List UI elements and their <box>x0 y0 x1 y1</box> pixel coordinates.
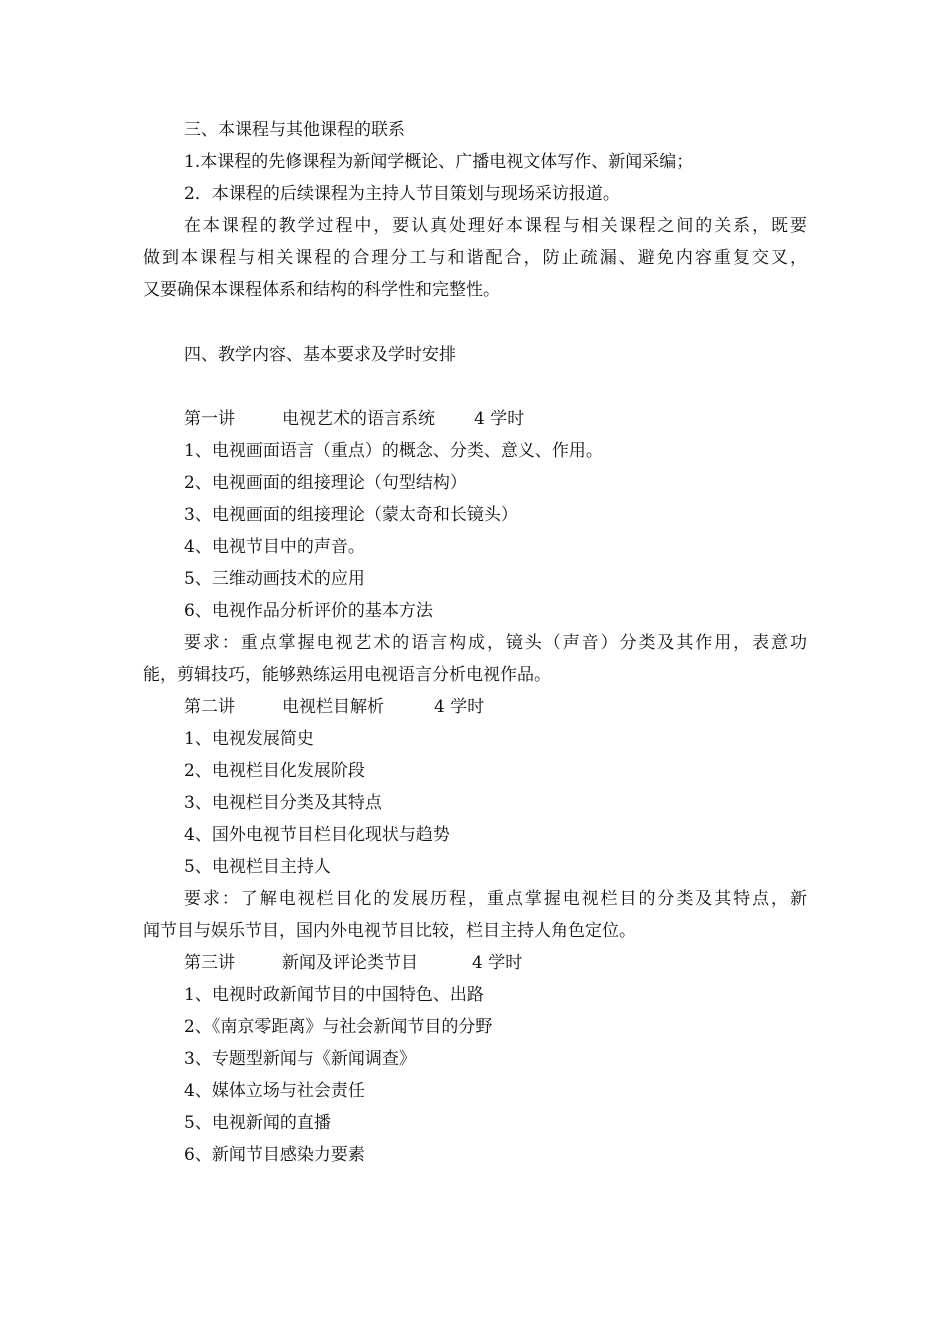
relations-paragraph-line-2: 做到本课程与相关课程的合理分工与和谐配合，防止疏漏、避免内容重复交叉， <box>143 248 807 268</box>
relations-paragraph-line-3: 又要确保本课程体系和结构的科学性和完整性。 <box>143 280 500 300</box>
lecture-1-requirement-line-1: 要求：重点掌握电视艺术的语言构成，镜头（声音）分类及其作用，表意功 <box>184 633 807 653</box>
list-item: 6、新闻节目感染力要素 <box>184 1145 365 1165</box>
lecture-2-header <box>184 695 484 719</box>
list-item: 1、电视画面语言（重点）的概念、分类、意义、作用。 <box>184 441 603 461</box>
list-item: 2、电视栏目化发展阶段 <box>184 761 365 781</box>
lecture-2-requirement-line-1: 要求：了解电视栏目化的发展历程，重点掌握电视栏目的分类及其特点，新 <box>184 889 807 909</box>
lecture-label: 第三讲 <box>184 953 235 973</box>
lecture-title: 新闻及评论类节目 <box>282 953 418 973</box>
list-item: 1、电视发展简史 <box>184 729 314 749</box>
list-item: 2、《南京零距离》与社会新闻节目的分野 <box>184 1017 493 1037</box>
lecture-hours: 4 学时 <box>474 409 525 429</box>
relations-item-2: 2．本课程的后续课程为主持人节目策划与现场采访报道。 <box>184 184 620 204</box>
list-item: 2、电视画面的组接理论（句型结构） <box>184 473 467 493</box>
lecture-title: 电视栏目解析 <box>282 697 384 717</box>
relations-paragraph-line-1: 在本课程的教学过程中，要认真处理好本课程与相关课程之间的关系，既要 <box>184 216 807 236</box>
list-item: 4、国外电视节目栏目化现状与趋势 <box>184 825 450 845</box>
lecture-hours: 4 学时 <box>434 697 485 717</box>
relations-item-1: 1.本课程的先修课程为新闻学概论、广播电视文体写作、新闻采编； <box>184 152 694 172</box>
lecture-1-requirement-line-2: 能，剪辑技巧，能够熟练运用电视语言分析电视作品。 <box>143 665 551 685</box>
list-item: 5、电视栏目主持人 <box>184 857 331 877</box>
lecture-3-header <box>184 951 522 975</box>
list-item: 5、电视新闻的直播 <box>184 1113 331 1133</box>
lecture-2-requirement-line-2: 闻节目与娱乐节目，国内外电视节目比较，栏目主持人角色定位。 <box>143 921 636 941</box>
lecture-hours: 4 学时 <box>472 953 523 973</box>
lecture-1-header <box>184 407 524 431</box>
lecture-label: 第二讲 <box>184 697 235 717</box>
lecture-title: 电视艺术的语言系统 <box>282 409 435 429</box>
list-item: 5、三维动画技术的应用 <box>184 569 365 589</box>
list-item: 3、电视栏目分类及其特点 <box>184 793 382 813</box>
lecture-label: 第一讲 <box>184 409 235 429</box>
list-item: 3、电视画面的组接理论（蒙太奇和长镜头） <box>184 505 518 525</box>
list-item: 4、媒体立场与社会责任 <box>184 1081 365 1101</box>
list-item: 3、专题型新闻与《新闻调查》 <box>184 1049 416 1069</box>
list-item: 4、电视节目中的声音。 <box>184 537 365 557</box>
list-item: 1、电视时政新闻节目的中国特色、出路 <box>184 985 484 1005</box>
section-heading-content: 四、教学内容、基本要求及学时安排 <box>184 345 456 365</box>
list-item: 6、电视作品分析评价的基本方法 <box>184 601 433 621</box>
section-heading-relations: 三、本课程与其他课程的联系 <box>184 120 405 140</box>
